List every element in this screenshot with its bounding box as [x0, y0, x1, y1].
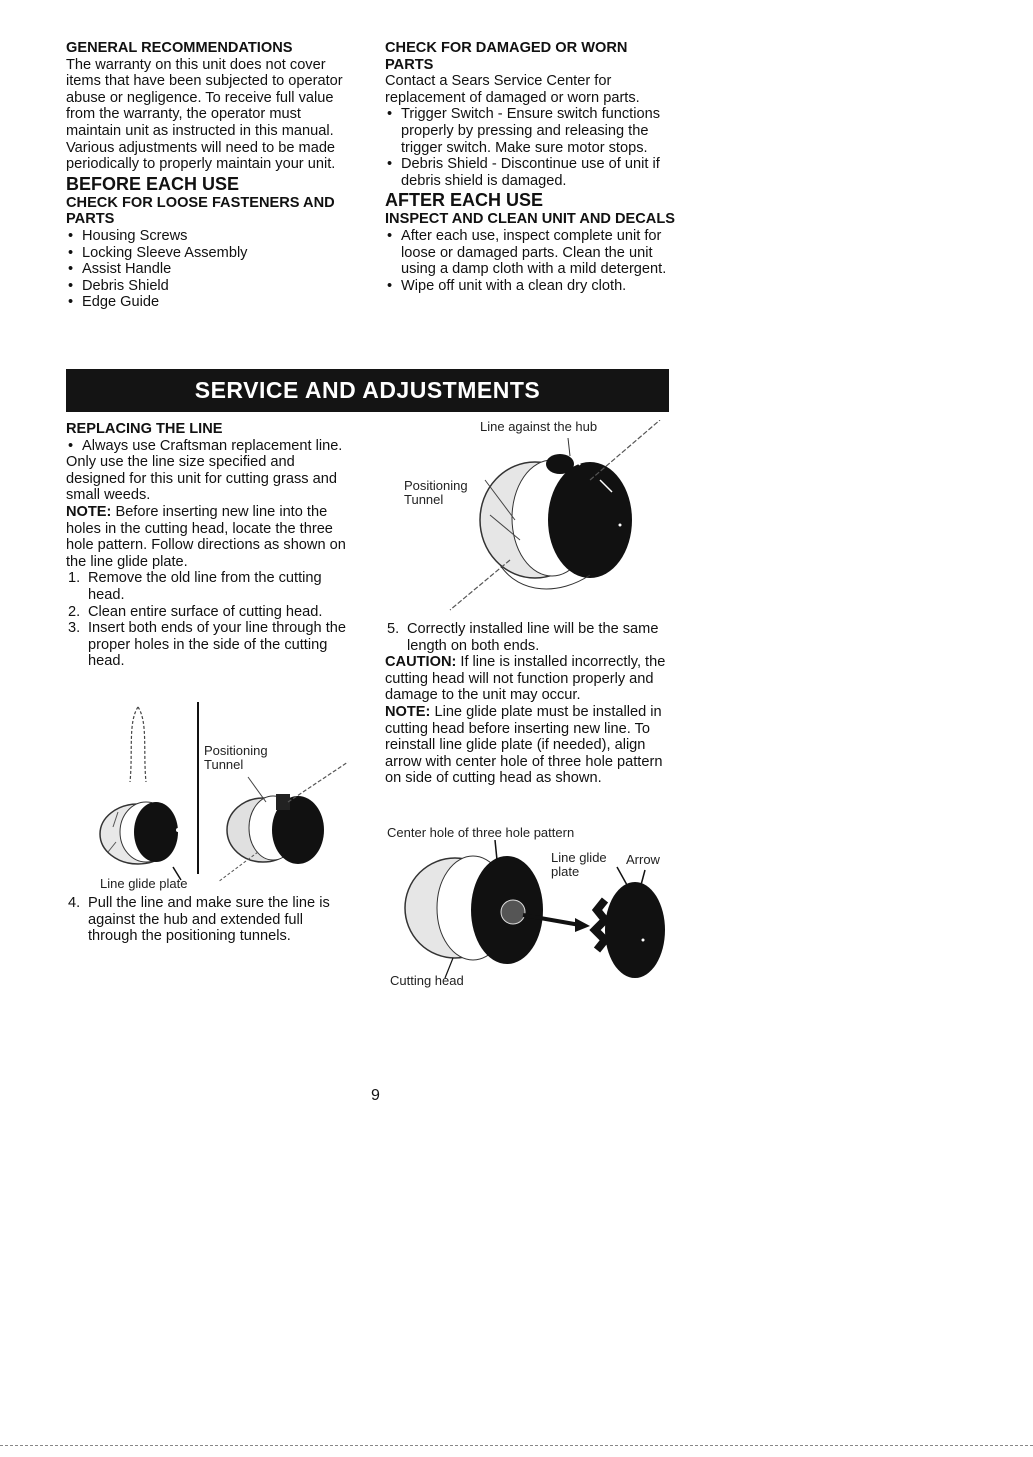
- steps-list: [66, 895, 356, 945]
- step-text: Correctly installed line will be the same length on both ends.: [407, 621, 659, 654]
- step-item: [66, 895, 356, 945]
- bottom-rule: [0, 1445, 1033, 1446]
- after-use-list: [385, 228, 675, 294]
- damaged-parts-list: [385, 106, 675, 189]
- note-text: Before inserting new line into the holes in the cutting head, locate the three hole pattern. Follow directions as shown on the line glide plate.: [66, 503, 346, 570]
- replacing-line-heading: REPLACING THE LINE: [66, 421, 223, 437]
- cutting-head-illustration-right: [440, 420, 670, 620]
- list-item: • Locking Sleeve Assembly: [66, 245, 356, 262]
- step-number: 3.: [68, 620, 81, 637]
- damaged-parts-heading: CHECK FOR DAMAGED OR WORN PARTS: [385, 40, 628, 73]
- arrow-label: Arrow: [626, 852, 660, 867]
- note-paragraph: [66, 504, 356, 570]
- step-number: 2.: [68, 603, 81, 620]
- cutting-head-label: Cutting head: [390, 973, 464, 988]
- caution-label: CAUTION:: [385, 654, 457, 671]
- before-each-use-heading: BEFORE EACH USE: [66, 173, 240, 194]
- general-recommendations-heading: GENERAL RECOMMENDATIONS: [66, 40, 293, 56]
- replacing-line-section: [66, 421, 356, 670]
- fasteners-list: [66, 228, 356, 311]
- service-center-text: Contact a Sears Service Center for replacement of damaged or worn parts.: [385, 73, 640, 106]
- steps-list: [385, 621, 675, 654]
- step-item: [66, 570, 356, 603]
- step-item: [385, 621, 675, 654]
- caution-paragraph: [385, 654, 675, 704]
- step-number: 1.: [68, 570, 81, 587]
- center-hole-label: Center hole of three hole pattern: [387, 825, 575, 840]
- step-text: Remove the old line from the cutting head.: [88, 570, 322, 603]
- list-item: • Wipe off unit with a clean dry cloth.: [385, 278, 675, 295]
- list-item: • Always use Craftsman replacement line.: [66, 438, 356, 455]
- list-item: • After each use, inspect complete unit for loose or damaged parts. Clean the unit using a damp cloth with a mild detergent.: [385, 228, 675, 278]
- note-label: NOTE:: [66, 503, 112, 520]
- section-banner: SERVICE AND ADJUSTMENTS: [66, 369, 669, 412]
- step-number: 4.: [68, 895, 81, 911]
- list-item: • Debris Shield - Discontinue use of unit if debris shield is damaged.: [385, 156, 675, 189]
- list-item: • Assist Handle: [66, 261, 356, 278]
- note-text: Line glide plate must be installed in cutting head before inserting new line. To reinstall line glide plate (if needed), align arrow with center hole of three hole pattern on side of cutting head as shown.: [385, 703, 663, 787]
- list-item: • Debris Shield: [66, 278, 356, 295]
- caution-text: If line is installed incorrectly, the cutting head will not function properly and damage to the unit may occur.: [385, 654, 666, 704]
- step-text: Insert both ends of your line through the proper holes in the side of the cutting head.: [88, 620, 346, 670]
- list-item: • Trigger Switch - Ensure switch functions properly by pressing and releasing the trigger switch. Make sure motor stops.: [385, 106, 675, 156]
- list-item: • Housing Screws: [66, 228, 356, 245]
- step-number: 5.: [387, 621, 400, 637]
- step-text: Pull the line and make sure the line is against the hub and extended full through the positioning tunnels.: [88, 895, 330, 945]
- warranty-text: The warranty on this unit does not cover items that have been subjected to operator abuse or negligence. To receive full value from the warranty, the operator must maintain unit as instructed in this manual. Various adjustments will need to be made periodically to properly maintain your unit.: [66, 56, 343, 173]
- line-glide-plate-label-right: Line glide plate: [551, 850, 607, 879]
- replacement-bullet: [66, 438, 356, 455]
- damaged-parts-section: [385, 40, 675, 294]
- note-paragraph: [385, 704, 675, 787]
- general-recommendations-section: [66, 40, 356, 311]
- step-item: [66, 620, 356, 670]
- note-label: NOTE:: [385, 703, 431, 720]
- inspect-clean-heading: INSPECT AND CLEAN UNIT AND DECALS: [385, 211, 675, 228]
- step-text: Clean entire surface of cutting head.: [88, 603, 323, 620]
- after-each-use-heading: AFTER EACH USE: [385, 190, 544, 211]
- line-against-hub-label: Line against the hub: [480, 419, 598, 434]
- right-bottom-text: [385, 621, 675, 787]
- glide-plate-illustration: [395, 840, 670, 980]
- cutting-head-illustration-left: [88, 702, 358, 892]
- positioning-tunnel-label-left: Positioning Tunnel: [204, 743, 268, 772]
- steps-list: [66, 570, 356, 670]
- page-number: 9: [371, 1087, 380, 1104]
- step-item: [66, 604, 356, 621]
- line-glide-plate-label-left: Line glide plate: [100, 876, 188, 891]
- line-size-text: Only use the line size specified and designed for this unit for cutting grass and small weeds.: [66, 454, 337, 504]
- check-fasteners-heading: CHECK FOR LOOSE FASTENERS AND PARTS: [66, 194, 335, 228]
- step-4: [66, 895, 356, 945]
- list-item: • Edge Guide: [66, 294, 356, 311]
- positioning-tunnel-label-right: Positioning Tunnel: [404, 478, 468, 507]
